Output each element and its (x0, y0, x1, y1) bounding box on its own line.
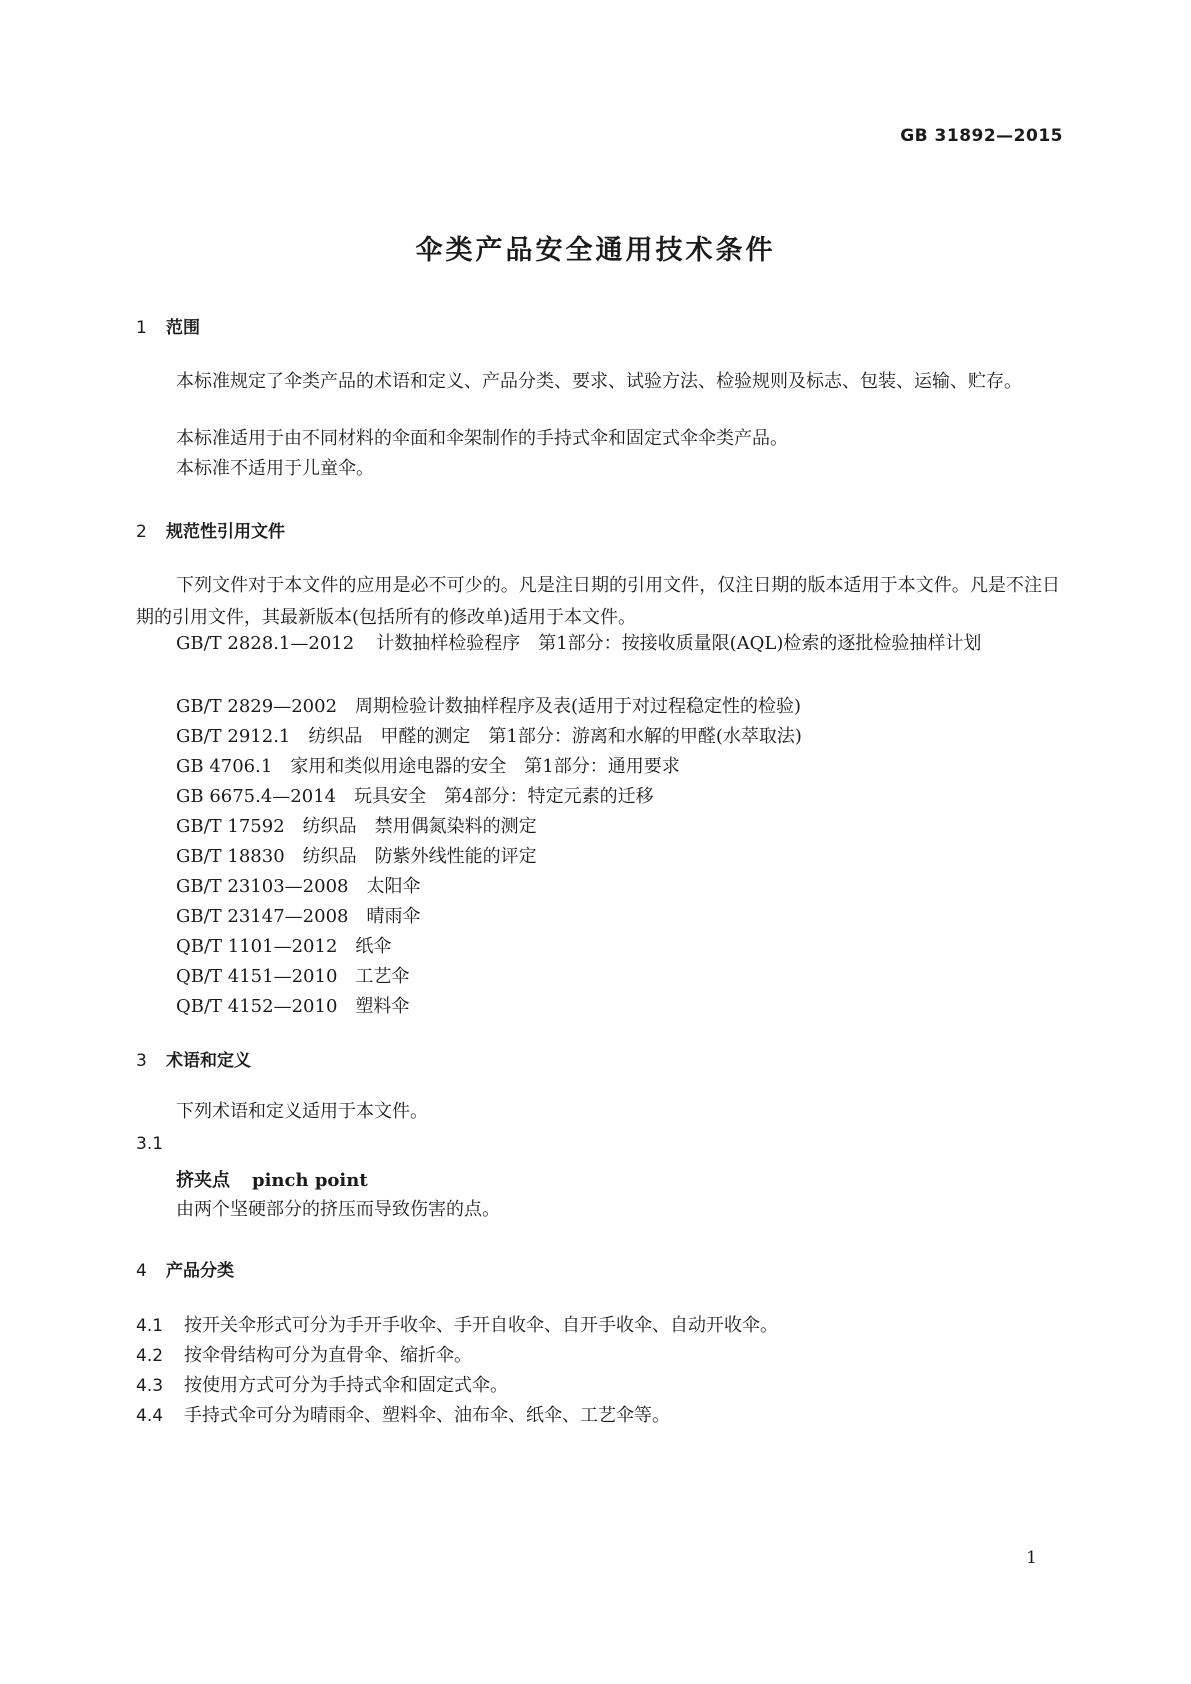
reference-title: 太阳伞 (366, 876, 421, 897)
section-2-heading (136, 517, 285, 542)
reference-code: GB/T 17592 (176, 816, 285, 837)
reference-code: GB/T 2828.1—2012 (176, 633, 355, 654)
document-title: 伞类产品安全通用技术条件 (415, 235, 776, 266)
reference-code: QB/T 1101—2012 (176, 936, 338, 957)
reference-title: 玩具安全 第4部分：特定元素的迁移 (354, 786, 654, 807)
term-number: 3.1 (136, 1134, 164, 1154)
section-number: 2 (136, 522, 147, 542)
clause (136, 1341, 472, 1367)
section-number: 4 (136, 1261, 147, 1281)
reference-title: 塑料伞 (355, 996, 410, 1017)
reference-item (176, 752, 680, 778)
reference-item (176, 872, 420, 898)
term-chinese: 挤夹点 (176, 1170, 230, 1191)
clause-text: 按伞骨结构可分为直骨伞、缩折伞。 (184, 1345, 472, 1366)
section-number: 3 (136, 1051, 147, 1071)
reference-title: 家用和类似用途电器的安全 第1部分：通用要求 (290, 756, 680, 777)
reference-code: GB 6675.4—2014 (176, 786, 337, 807)
reference-title: 纺织品 防紫外线性能的评定 (302, 846, 537, 867)
reference-title: 工艺伞 (355, 966, 410, 987)
reference-title: 纸伞 (355, 936, 392, 957)
reference-item (136, 628, 1060, 660)
term-english: pinch point (252, 1170, 368, 1191)
section-title: 术语和定义 (166, 1051, 251, 1071)
reference-title: 晴雨伞 (366, 906, 421, 927)
paragraph: 本标准适用于由不同材料的伞面和伞架制作的手持式伞和固定式伞伞类产品。 (176, 428, 788, 449)
paragraph: 本标准规定了伞类产品的术语和定义、产品分类、要求、试验方法、检验规则及标志、包装、运输、贮存。 (176, 371, 1022, 392)
clause (136, 1371, 508, 1397)
clause (136, 1401, 670, 1427)
clause-number: 4.2 (136, 1346, 164, 1366)
section-title: 范围 (166, 318, 200, 338)
page-number: 1 (1026, 1548, 1037, 1568)
reference-item (176, 812, 537, 838)
standard-number: GB 31892—2015 (900, 126, 1063, 146)
paragraph: 本标准不适用于儿童伞。 (176, 458, 374, 479)
reference-item (176, 692, 801, 718)
reference-code: GB/T 23147—2008 (176, 906, 349, 927)
clause-number: 4.3 (136, 1376, 164, 1396)
paragraph: 下列文件对于本文件的应用是必不可少的。凡是注日期的引用文件，仅注日期的版本适用于本文件。凡是不注日期的引用文件，其最新版本(包括所有的修改单)适用于本文件。 (136, 575, 1060, 628)
section-4-heading (136, 1256, 234, 1281)
paragraph: 下列术语和定义适用于本文件。 (176, 1101, 428, 1122)
clause-text: 按开关伞形式可分为手开手收伞、手开自收伞、自开手收伞、自动开收伞。 (184, 1315, 778, 1336)
section-number: 1 (136, 318, 147, 338)
reference-code: GB/T 2912.1 (176, 726, 291, 747)
section-title: 产品分类 (166, 1261, 234, 1281)
reference-title: 周期检验计数抽样程序及表(适用于对过程稳定性的检验) (355, 696, 802, 717)
reference-code: GB 4706.1 (176, 756, 273, 777)
reference-title: 计数抽样检验程序 第1部分：按接收质量限(AQL)检索的逐批检验抽样计划 (376, 633, 982, 654)
reference-item (176, 902, 420, 928)
clause (136, 1311, 778, 1337)
term-entry (176, 1166, 368, 1192)
term-definition: 由两个坚硬部分的挤压而导致伤害的点。 (176, 1199, 500, 1220)
clause-number: 4.4 (136, 1406, 164, 1426)
reference-item (176, 842, 537, 868)
reference-item (176, 992, 409, 1018)
clause-number: 4.1 (136, 1316, 164, 1336)
clause-text: 按使用方式可分为手持式伞和固定式伞。 (184, 1375, 508, 1396)
reference-code: QB/T 4151—2010 (176, 966, 338, 987)
section-title: 规范性引用文件 (166, 522, 285, 542)
section-1-heading (136, 313, 200, 338)
clause-text: 手持式伞可分为晴雨伞、塑料伞、油布伞、纸伞、工艺伞等。 (184, 1405, 670, 1426)
reference-item (176, 782, 654, 808)
reference-code: GB/T 18830 (176, 846, 285, 867)
reference-code: GB/T 2829—2002 (176, 696, 338, 717)
reference-title: 纺织品 甲醛的测定 第1部分：游离和水解的甲醛(水萃取法) (308, 726, 802, 747)
reference-item (176, 962, 409, 988)
reference-title: 纺织品 禁用偶氮染料的测定 (302, 816, 537, 837)
section-3-heading (136, 1046, 251, 1071)
reference-code: GB/T 23103—2008 (176, 876, 349, 897)
reference-code: QB/T 4152—2010 (176, 996, 338, 1017)
reference-item (176, 932, 391, 958)
reference-item (176, 722, 802, 748)
